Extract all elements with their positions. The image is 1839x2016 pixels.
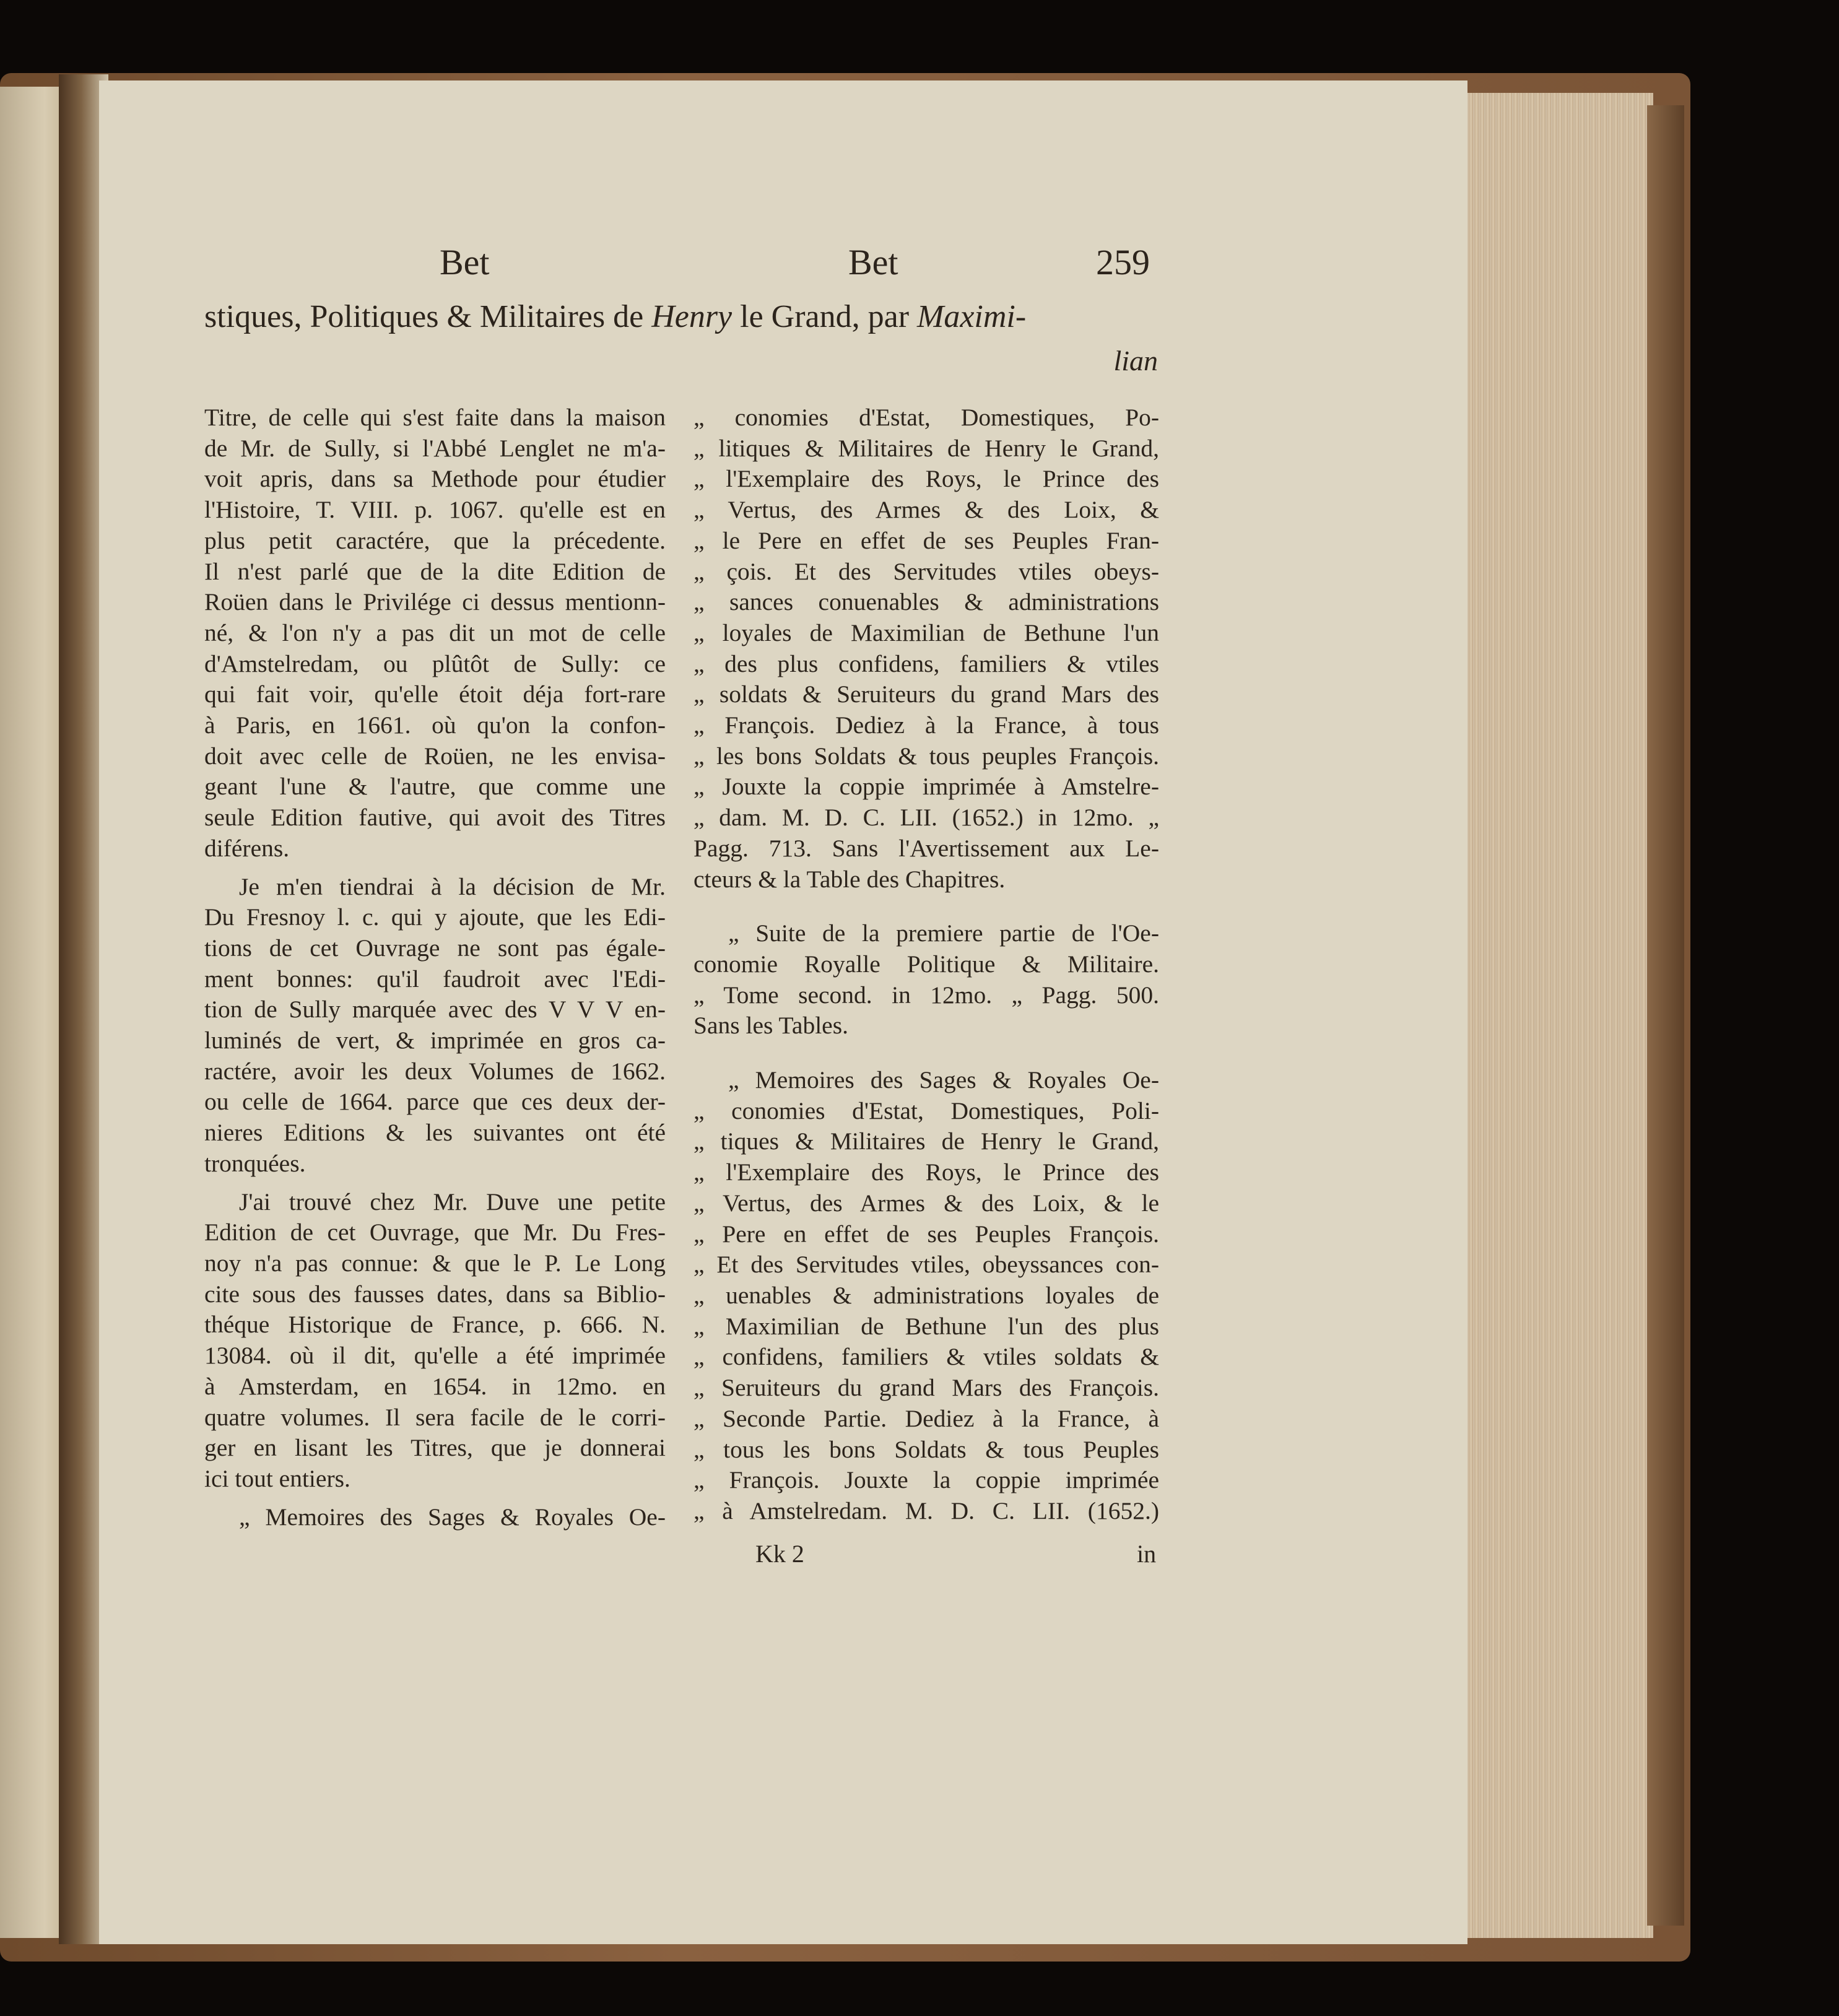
text-line: geant l'une & l'autre, que comme une — [204, 773, 666, 801]
page-fore-edge — [1467, 93, 1653, 1938]
text-line: „ sances conuenables & administrations — [693, 588, 1159, 616]
text-line: „ François. Dediez à la France, à tous — [693, 711, 1159, 739]
text-line: „ Tome second. in 12mo. „ Pagg. 500. — [693, 981, 1159, 1009]
text-line: cteurs & la Table des Chapitres. — [693, 865, 1006, 893]
text-line: seule Edition fautive, qui avoit des Titres — [204, 804, 666, 832]
title-text: stiques, Politiques & Militaires de — [204, 299, 652, 334]
text-line: „ les bons Soldats & tous peuples François. — [693, 742, 1159, 770]
text-line: „ Seruiteurs du grand Mars des François. — [693, 1374, 1159, 1402]
text-line: „ conomies d'Estat, Domestiques, Poli- — [693, 1097, 1159, 1124]
title-text-2: le Grand, par — [732, 299, 918, 334]
text-line: „ tiques & Militaires de Henry le Grand, — [693, 1127, 1159, 1155]
text-line: „ tous les bons Soldats & tous Peuples — [693, 1435, 1159, 1463]
text-line: 13084. où il dit, qu'elle a été imprimée — [204, 1342, 666, 1370]
text-line: Du Fresnoy l. c. qui y ajoute, que les Edi- — [204, 903, 666, 931]
text-line: „ confidens, familiers & vtiles soldats & — [693, 1343, 1159, 1371]
text-line: voit apris, dans sa Methode pour étudier — [204, 465, 666, 493]
text-line: „ Memoires des Sages & Royales Oe- — [239, 1503, 666, 1531]
signature-mark: Kk 2 — [755, 1540, 804, 1568]
text-line: „ Vertus, des Armes & des Loix, & — [693, 496, 1159, 524]
left-column — [204, 402, 666, 1532]
text-line: „ Seconde Partie. Dediez à la France, à — [693, 1404, 1159, 1432]
text-line: „ l'Exemplaire des Roys, le Prince des — [693, 465, 1159, 493]
text-line: „ loyales de Maximilian de Bethune l'un — [693, 619, 1159, 646]
text-line: tion de Sully marquée avec des V V V en- — [204, 996, 666, 1023]
text-line: Titre, de celle qui s'est faite dans la maison — [204, 404, 666, 431]
text-line: „ à Amstelredam. M. D. C. LII. (1652.) — [693, 1497, 1159, 1524]
text-line: „ soldats & Seruiteurs du grand Mars des — [693, 680, 1159, 708]
text-line: „ litiques & Militaires de Henry le Grand, — [693, 434, 1159, 462]
title-name: Henry — [651, 299, 733, 334]
text-line: Sans les Tables. — [693, 1012, 848, 1040]
text-line: l'Histoire, T. VIII. p. 1067. qu'elle est en — [204, 496, 666, 524]
title-tail: lian — [1113, 345, 1158, 376]
text-line: „ le Pere en effet de ses Peuples Fran- — [693, 526, 1159, 554]
text-line: J'ai trouvé chez Mr. Duve une petite — [239, 1188, 666, 1215]
text-line: diférens. — [204, 834, 290, 862]
text-line: „ Suite de la premiere partie de l'Oe- — [728, 919, 1159, 947]
catchword: in — [1137, 1540, 1157, 1568]
text-line: plus petit caractére, que la précedente. — [204, 526, 666, 554]
text-line: „ Pere en effet de ses Peuples François. — [693, 1220, 1159, 1248]
text-line: Edition de cet Ouvrage, que Mr. Du Fres- — [204, 1219, 666, 1246]
text-line: ou celle de 1664. parce que ces deux der- — [204, 1088, 666, 1116]
text-line: „ François. Jouxte la coppie imprimée — [693, 1466, 1159, 1494]
text-line: théque Historique de France, p. 666. N. — [204, 1311, 666, 1339]
text-line: à Amsterdam, en 1654. in 12mo. en — [204, 1372, 666, 1400]
text-line: Pagg. 713. Sans l'Avertissement aux Le- — [693, 834, 1159, 862]
text-line: noy n'a pas connue: & que le P. Le Long — [204, 1249, 666, 1277]
text-line: „ Et des Servitudes vtiles, obeyssances con- — [693, 1251, 1159, 1279]
text-line: „ uenables & administrations loyales de — [693, 1281, 1159, 1309]
text-line: Il n'est parlé que de la dite Edition de — [204, 557, 666, 585]
text-line: ractére, avoir les deux Volumes de 1662. — [204, 1057, 666, 1085]
title-line — [204, 298, 1158, 335]
text-line: „ Memoires des Sages & Royales Oe- — [728, 1066, 1159, 1094]
text-line: tronquées. — [204, 1149, 306, 1177]
text-line: doit avec celle de Roüen, ne les envisa- — [204, 742, 666, 770]
running-head-middle: Bet — [848, 242, 898, 282]
text-line: Je m'en tiendrai à la décision de Mr. — [239, 872, 666, 900]
text-line: „ Vertus, des Armes & des Loix, & le — [693, 1189, 1159, 1217]
page-number: 259 — [1096, 242, 1150, 282]
text-line: ici tout entiers. — [204, 1464, 350, 1492]
text-line: de Mr. de Sully, si l'Abbé Lenglet ne m'a- — [204, 434, 666, 462]
running-head-left: Bet — [440, 242, 490, 282]
binding-edge — [1647, 105, 1684, 1926]
text-line: „ des plus confidens, familiers & vtiles — [693, 650, 1159, 677]
text-line: „ çois. Et des Servitudes vtiles obeys- — [693, 557, 1159, 585]
text-line: tions de cet Ouvrage ne sont pas égale- — [204, 934, 666, 962]
text-line: ment bonnes: qu'il faudroit avec l'Edi- — [204, 965, 666, 993]
text-line: „ dam. M. D. C. LII. (1652.) in 12mo. „ — [693, 804, 1159, 832]
text-line: quatre volumes. Il sera facile de le corri- — [204, 1403, 666, 1431]
text-line: d'Amstelredam, ou plûtôt de Sully: ce — [204, 650, 666, 677]
text-line: nieres Editions & les suivantes ont été — [204, 1119, 666, 1147]
text-line: luminés de vert, & imprimée en gros ca- — [204, 1027, 666, 1054]
text-line: „ conomies d'Estat, Domestiques, Po- — [693, 404, 1159, 431]
text-line: à Paris, en 1661. où qu'on la confon- — [204, 711, 666, 739]
right-column — [693, 402, 1159, 1527]
text-line: ger en lisant les Titres, que je donnerai — [204, 1434, 666, 1462]
text-line: Roüen dans le Privilége ci dessus mentionn- — [204, 588, 666, 616]
text-line: cite sous des fausses dates, dans sa Biblio- — [204, 1280, 666, 1308]
text-line: „ l'Exemplaire des Roys, le Prince des — [693, 1158, 1159, 1186]
title-name-2: Maximi- — [917, 299, 1027, 334]
text-line: conomie Royalle Politique & Militaire. — [693, 950, 1159, 978]
text-line: „ Maximilian de Bethune l'un des plus — [693, 1312, 1159, 1340]
text-line: né, & l'on n'y a pas dit un mot de celle — [204, 619, 666, 646]
text-line: „ Jouxte la coppie imprimée à Amstelre- — [693, 773, 1159, 801]
text-line: qui fait voir, qu'elle étoit déja fort-rare — [204, 680, 666, 708]
